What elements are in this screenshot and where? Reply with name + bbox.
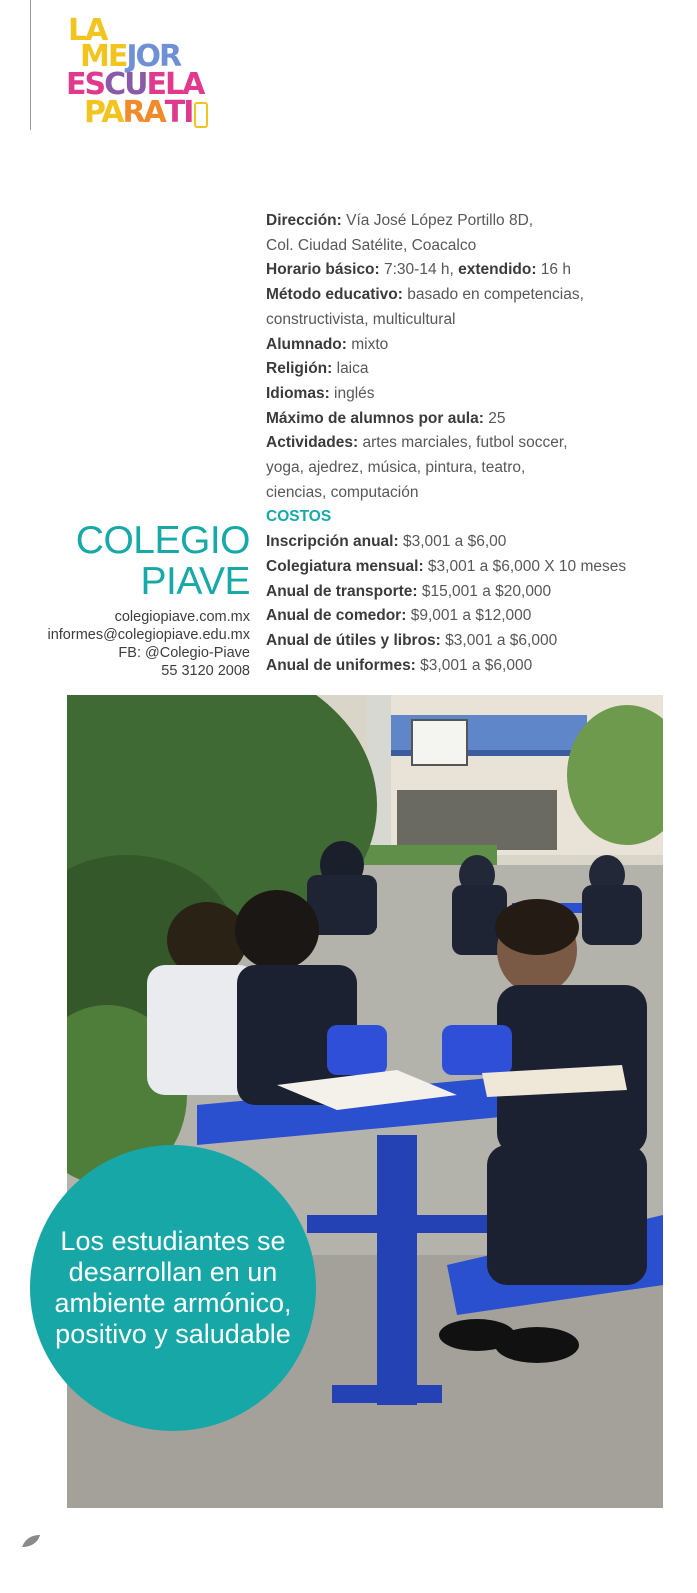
enrollment-cost-row: Inscripción anual: $3,001 a $6,00 — [266, 533, 507, 551]
caption-text: Los estudiantes se desarrollan en un ambiente armónico, positivo y saludable — [54, 1226, 292, 1349]
costs-heading: COSTOS — [266, 508, 332, 526]
la-mejor-escuela-logo — [66, 13, 208, 134]
school-name-line-1: COLEGIO — [75, 519, 250, 562]
method-row: Método educativo: basado en competencias, — [266, 286, 584, 304]
caption-bubble — [30, 1145, 316, 1431]
activities-row-2: yoga, ajedrez, música, pintura, teatro, — [266, 459, 526, 477]
supplies-cost-row: Anual de útiles y libros: $3,001 a $6,000 — [266, 631, 558, 649]
religion-row: Religión: laica — [266, 360, 369, 378]
logo-letters-1-1: JOR — [126, 39, 181, 74]
logo-seal-icon — [194, 102, 208, 128]
schedule-row: Horario básico: 7:30-14 h, extendido: 16 h — [266, 261, 571, 279]
phone-number: 55 3120 2008 — [161, 663, 250, 679]
school-details — [266, 209, 686, 678]
logo-letters-2-2: ELA — [146, 67, 204, 102]
logo-letters-3-2: TI — [164, 95, 193, 130]
logo-letters-1-0: ME — [80, 39, 127, 74]
margin-rule — [30, 0, 31, 130]
logo-letters-3-1: RA — [122, 95, 165, 130]
logo-letters-2-1: CU — [104, 67, 147, 102]
students-row: Alumnado: mixto — [266, 335, 389, 353]
facebook-handle: FB: @Colegio-Piave — [118, 645, 250, 661]
email-link[interactable]: informes@colegiopiave.edu.mx — [47, 627, 250, 643]
logo-line-4 — [84, 95, 193, 130]
school-identity — [47, 520, 250, 680]
uniforms-cost-row: Anual de uniformes: $3,001 a $6,000 — [266, 656, 533, 674]
leaf-icon — [20, 1533, 42, 1549]
school-contact — [47, 608, 250, 680]
school-name-line-2: PIAVE — [140, 560, 250, 603]
activities-row-3: ciencias, computación — [266, 483, 419, 501]
address-row-2: Col. Ciudad Satélite, Coacalco — [266, 236, 477, 254]
website-link[interactable]: colegiopiave.com.mx — [114, 609, 250, 625]
address-row: Dirección: Vía José López Portillo 8D, — [266, 212, 534, 229]
transport-cost-row: Anual de transporte: $15,001 a $20,000 — [266, 582, 552, 600]
method-row-2: constructivista, multicultural — [266, 310, 456, 328]
logo-letters-0-0: LA — [68, 13, 107, 48]
logo-letters-3-0: PA — [84, 95, 123, 130]
languages-row: Idiomas: inglés — [266, 384, 375, 402]
cafeteria-cost-row: Anual de comedor: $9,001 a $12,000 — [266, 607, 532, 625]
logo-letters-2-0: ES — [66, 67, 105, 102]
activities-row: Actividades: artes marciales, futbol soccer, — [266, 434, 568, 452]
monthly-tuition-row: Colegiatura mensual: $3,001 a $6,000 X 10 meses — [266, 557, 627, 575]
max-students-row: Máximo de alumnos por aula: 25 — [266, 409, 506, 427]
